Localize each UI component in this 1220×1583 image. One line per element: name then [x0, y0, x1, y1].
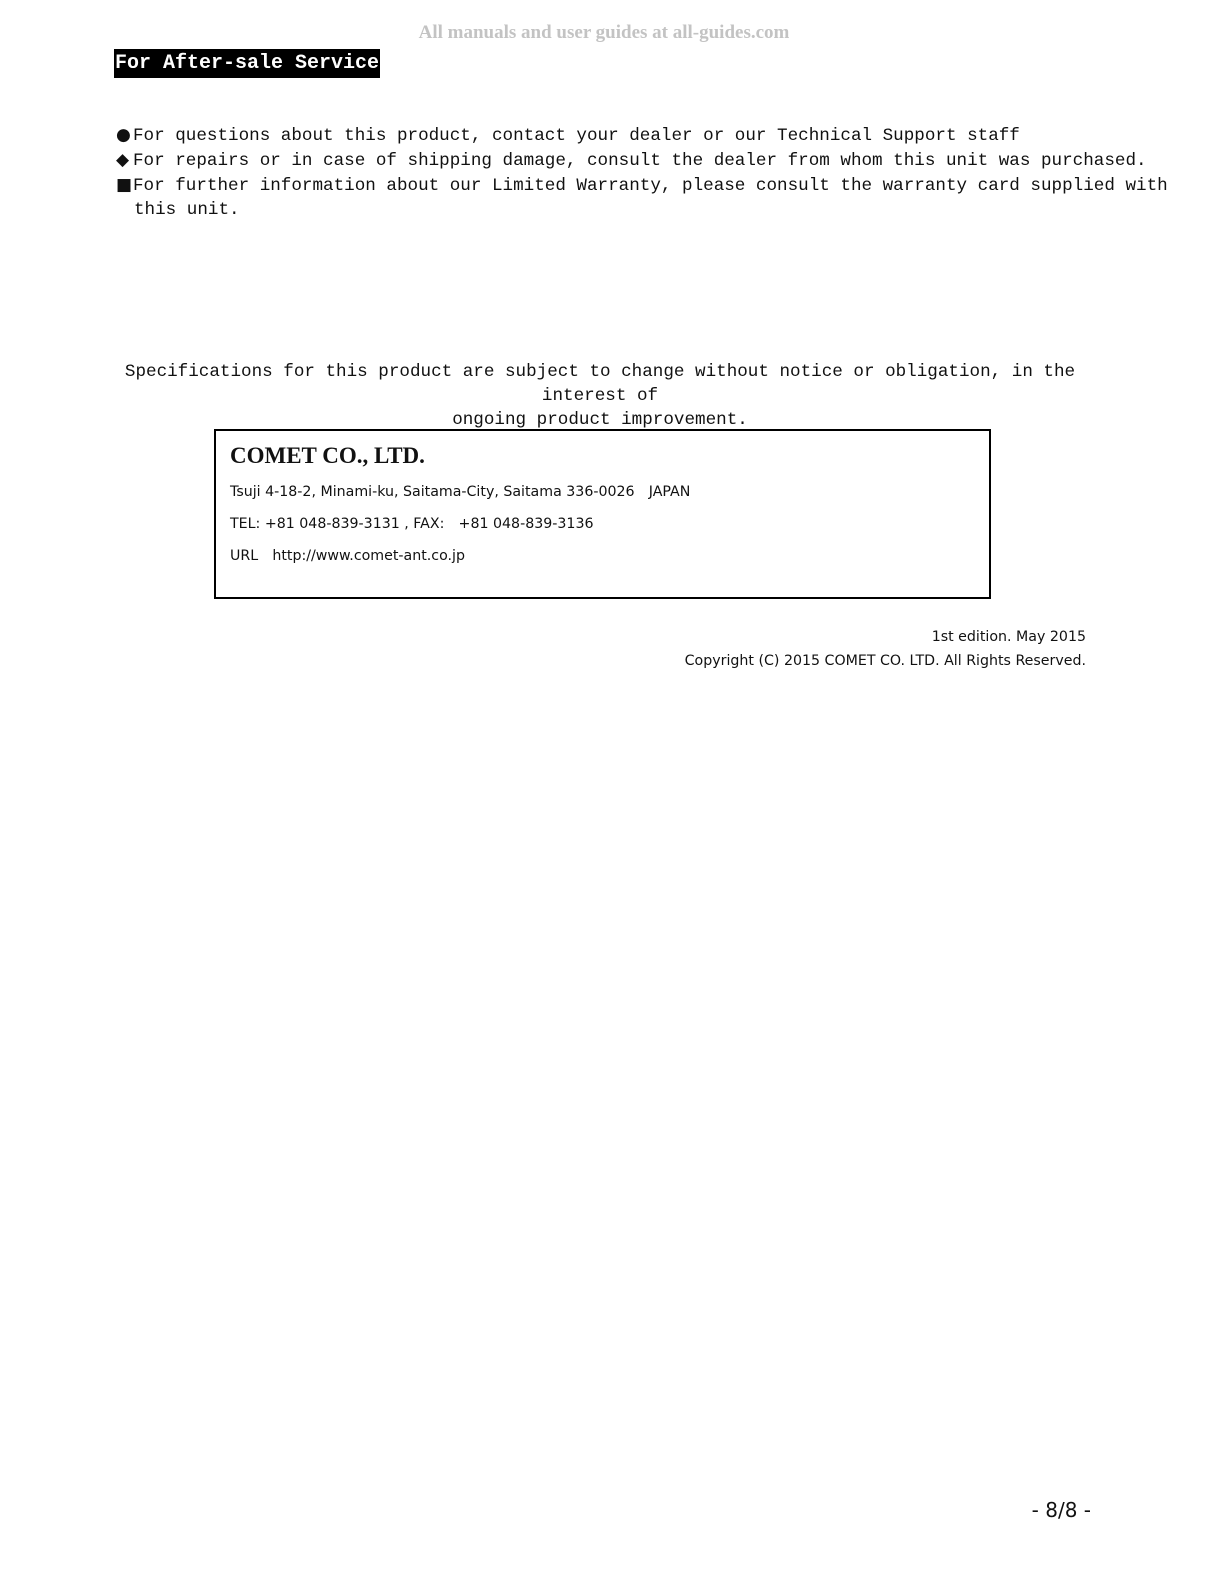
page-number: - 8/8 - [1031, 1498, 1091, 1522]
copyright-notice: Copyright (C) 2015 COMET CO. LTD. All Rights Reserved. [684, 653, 1086, 669]
filled-circle-icon: ● [116, 125, 131, 145]
specifications-notice-line-1: Specifications for this product are subject to change without notice or obligation, in the interest of [124, 362, 1076, 406]
site-watermark: All manuals and user guides at all-guides.com [418, 22, 790, 43]
specifications-notice-line-2: ongoing product improvement. [452, 410, 748, 430]
company-phone-fax: TEL: +81 048-839-3131 , FAX: +81 048-839-3136 [230, 516, 594, 532]
specifications-notice [110, 360, 1090, 432]
company-address: Tsuji 4-18-2, Minami-ku, Saitama-City, Saitama 336-0026 JAPAN [230, 484, 691, 500]
company-info-box [214, 429, 991, 599]
filled-square-icon: ■ [116, 175, 133, 195]
list-item [116, 148, 1147, 173]
company-url: URL http://www.comet-ant.co.jp [230, 548, 465, 564]
edition-info [685, 625, 1086, 673]
bullet-text-warranty-continued: this unit. [134, 200, 240, 220]
list-item [116, 123, 1096, 148]
support-bullet-list [116, 123, 1168, 222]
bullet-text-repairs: For repairs or in case of shipping damage, consult the dealer from whom this unit was purchased. [133, 151, 1147, 171]
company-name: COMET CO., LTD. [230, 443, 425, 468]
bullet-text-questions: For questions about this product, contact your dealer or our Technical Support staff [133, 126, 1020, 146]
edition-date: 1st edition. May 2015 [931, 629, 1086, 645]
list-item [116, 173, 1168, 222]
section-title: For After-sale Service [114, 49, 380, 78]
filled-diamond-icon: ◆ [116, 150, 130, 170]
bullet-text-warranty: For further information about our Limited Warranty, please consult the warranty card supplied with [133, 176, 1168, 196]
